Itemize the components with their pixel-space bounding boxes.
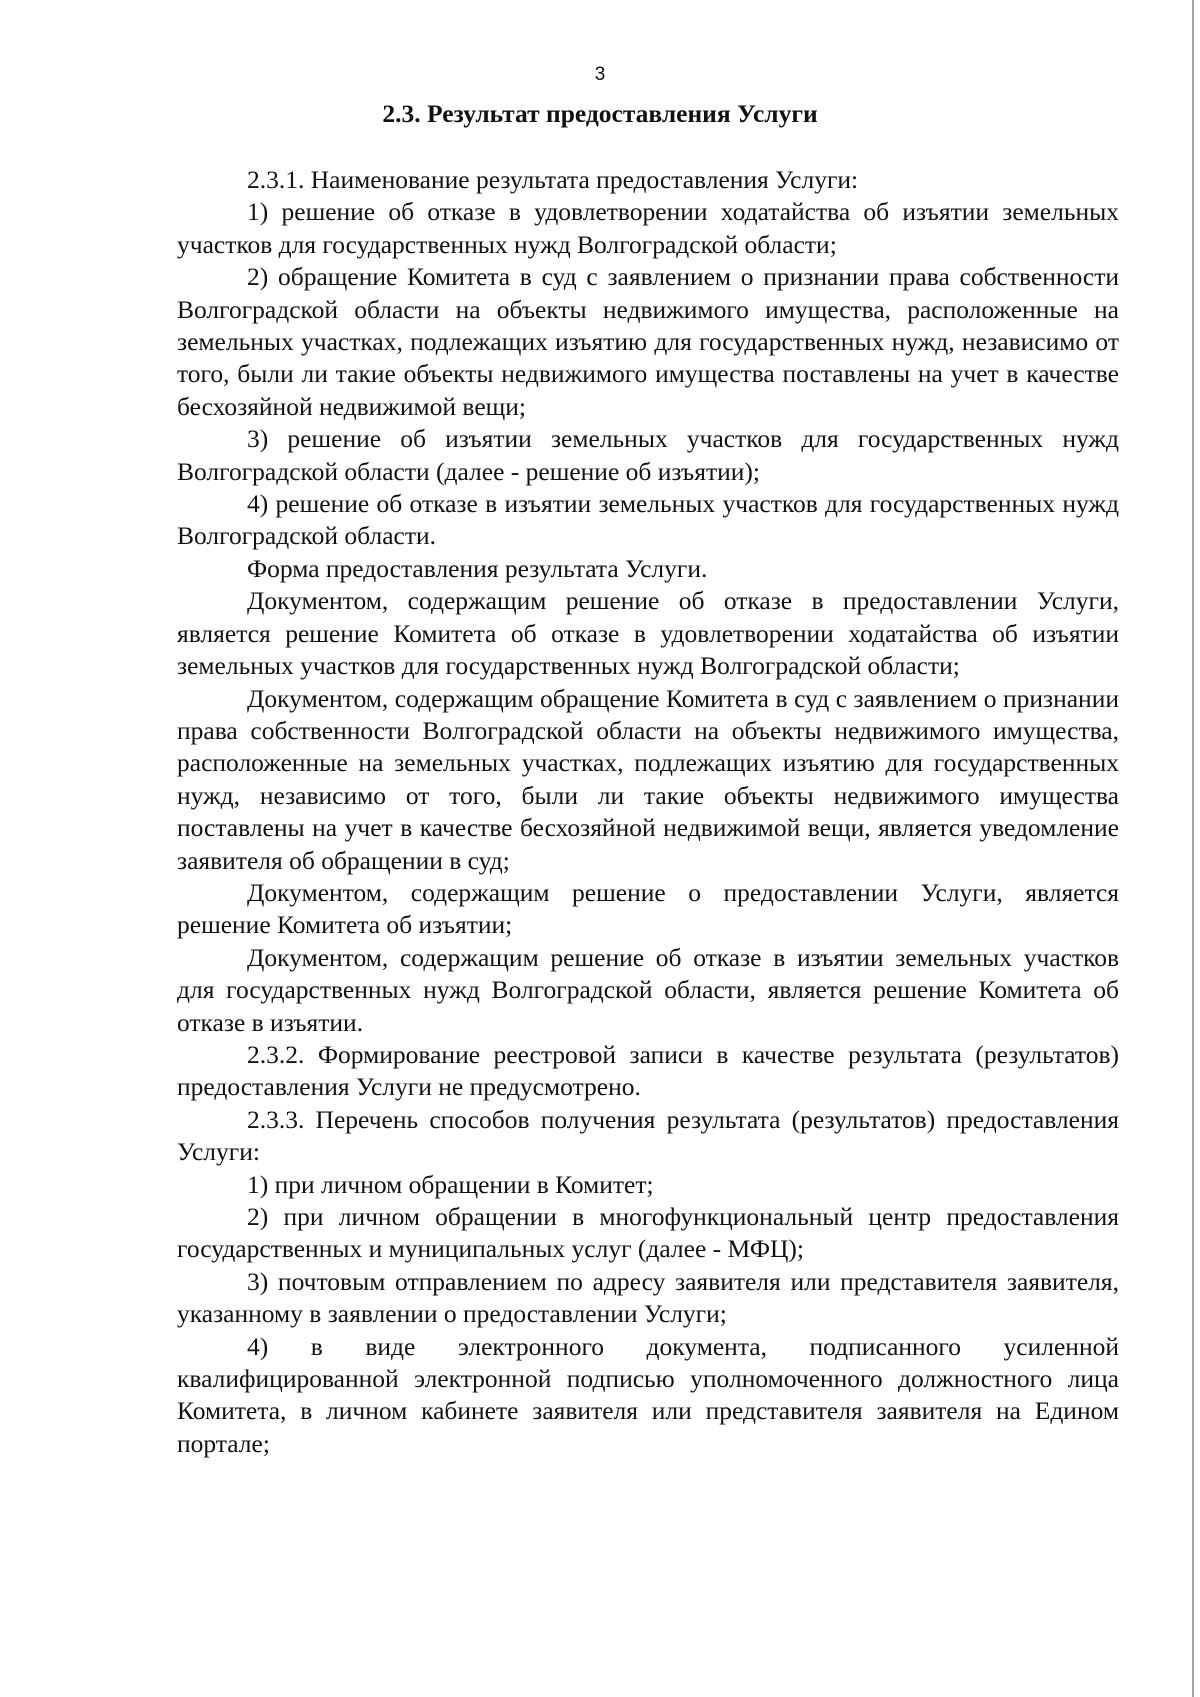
paragraph-method-item-4: 4) в виде электронного документа, подписанного усиленной квалифицированной электронной подписью уполномоченного должностного лица Комитета, в личном кабинете заявителя или представителя заявителя на Едином портале; — [177, 1331, 1119, 1458]
scan-edge-line — [1192, 0, 1194, 1697]
paragraph-method-item-3: 3) почтовым отправлением по адресу заявителя или представителя заявителя, указанному в заявлении о предоставлении Услуги; — [177, 1266, 1119, 1329]
paragraph-document-court-appeal: Документом, содержащим обращение Комитета в суд с заявлением о признании права собственности Волгоградской области на объекты недвижимого имущества, расположенные на земельных участках, подлежащих изъятию для государственных нужд, независимо от того, были ли такие объекты недвижимого имущества поставлены на учет в качестве бесхозяйной недвижимой вещи, является уведомление заявителя об обращении в суд; — [177, 683, 1119, 875]
paragraph-result-item-2: 2) обращение Комитета в суд с заявлением о признании права собственности Волгоградской области на объекты недвижимого имущества, расположенные на земельных участках, подлежащих изъятию для государственных нужд, независимо от того, были ли такие объекты недвижимого имущества поставлены на учет в качестве бесхозяйной недвижимой вещи; — [177, 262, 1119, 421]
paragraph-2-3-2: 2.3.2. Формирование реестровой записи в качестве результата (результатов) предоставления Услуги не предусмотрено. — [177, 1039, 1119, 1102]
paragraph-document-refusal: Документом, содержащим решение об отказе в предоставлении Услуги, является решение Комитета об отказе в удовлетворении ходатайства об изъятии земельных участков для государственных нужд Волгоградской области; — [177, 586, 1119, 681]
paragraph-document-provision: Документом, содержащим решение о предоставлении Услуги, является решение Комитета об изъятии; — [177, 877, 1119, 940]
paragraph-2-3-1-heading: 2.3.1. Наименование результата предоставления Услуги: — [247, 165, 859, 194]
paragraph-method-item-2: 2) при личном обращении в многофункциональный центр предоставления государственных и муниципальных услуг (далее - МФЦ); — [177, 1202, 1119, 1264]
section-title: 2.3. Результат предоставления Услуги — [382, 99, 818, 128]
paragraph-result-item-4: 4) решение об отказе в изъятии земельных участков для государственных нужд Волгоградской области. — [177, 489, 1119, 551]
paragraph-result-form: Форма предоставления результата Услуги. — [247, 553, 708, 583]
paragraph-2-3-3-heading: 2.3.3. Перечень способов получения результата (результатов) предоставления Услуги: — [177, 1104, 1119, 1167]
paragraph-method-item-1: 1) при личном обращении в Комитет; — [247, 1169, 654, 1199]
paragraph-document-seizure-refusal: Документом, содержащим решение об отказе в изъятии земельных участков для государственных нужд Волгоградской области, является решение Комитета об отказе в изъятии. — [177, 942, 1119, 1037]
paragraph-result-item-3: 3) решение об изъятии земельных участков для государственных нужд Волгоградской области (далее - решение об изъятии); — [177, 424, 1119, 486]
page-number: 3 — [594, 64, 606, 85]
document-body — [177, 164, 1119, 1460]
paragraph-result-item-1: 1) решение об отказе в удовлетворении ходатайства об изъятии земельных участков для государственных нужд Волгоградской области; — [177, 197, 1119, 259]
